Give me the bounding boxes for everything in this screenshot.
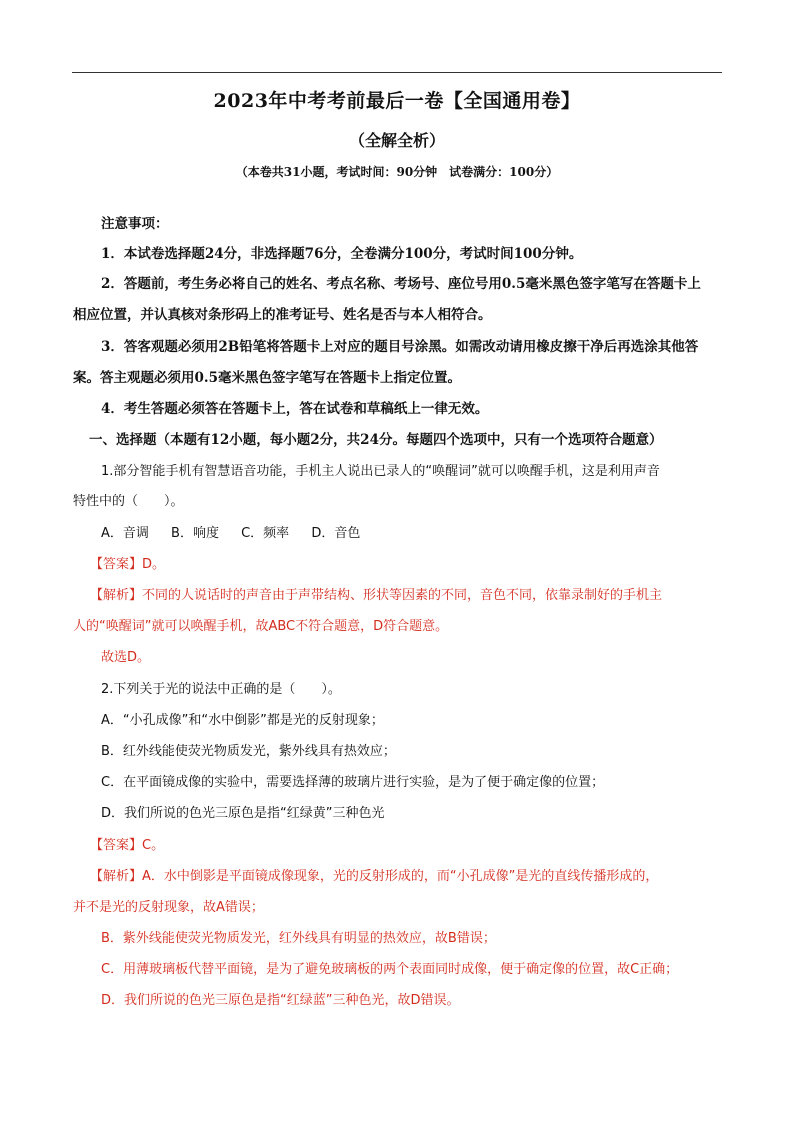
q2-stem: 2.下列关于光的说法中正确的是（ ）。 (101, 682, 341, 697)
q2-analysis-line-1: 【解析】A．水中倒影是平面镜成像现象，光的反射形成的，而“小孔成像”是光的直线传播形成的， (90, 869, 659, 884)
q2-analysis-line-3: B．紫外线能使荧光物质发光，红外线具有明显的热效应，故B错误； (101, 931, 496, 946)
page-title: 2023年中考考前最后一卷【全国通用卷】 (213, 90, 581, 112)
q2-analysis-line-4: C．用薄玻璃板代替平面镜，是为了避免玻璃板的两个表面同时成像，便于确定像的位置，故C正确； (101, 962, 679, 977)
page-subtitle: （全解全析） (348, 131, 445, 150)
section-heading: 一、选择题（本题有12小题，每小题2分，共24分。每题四个选项中，只有一个选项符合题意） (89, 432, 663, 448)
exam-meta: （本卷共31小题，考试时间：90分钟 试卷满分：100分） (235, 165, 559, 179)
q1-conclusion: 故选D。 (101, 650, 151, 665)
q2-answer: 【答案】C。 (90, 838, 165, 853)
q2-option-b: B．红外线能使荧光物质发光，紫外线具有热效应； (101, 744, 396, 759)
q2-option-a: A．“小孔成像”和“水中倒影”都是光的反射现象； (101, 713, 384, 728)
q2-analysis-line-2: 并不是光的反射现象，故A错误； (73, 900, 264, 915)
q1-answer: 【答案】D。 (90, 557, 166, 572)
q1-option-c: C．频率 (241, 526, 290, 541)
notice-item-2-line-1: 2．答题前，考生务必将自己的姓名、考点名称、考场号、座位号用0.5毫米黑色签字笔写在答题卡上 (101, 276, 701, 292)
q1-options (101, 524, 731, 544)
q1-stem-line-1: 1.部分智能手机有智慧语音功能，手机主人说出已录人的“唤醒词”就可以唤醒手机，这是利用声音 (101, 464, 660, 479)
notice-item-3-line-1: 3．答客观题必须用2B铅笔将答题卡上对应的题目号涂黑。如需改动请用橡皮擦干净后再选涂其他答 (101, 339, 699, 355)
notice-item-3-line-2: 案。答主观题必须用0.5毫米黑色签字笔写在答题卡上指定位置。 (73, 370, 461, 386)
q1-option-a: A．音调 (101, 526, 149, 541)
header-rule (72, 72, 722, 73)
q1-stem-line-2: 特性中的（ ）。 (73, 494, 184, 509)
q2-analysis-line-5: D．我们所说的色光三原色是指“红绿蓝”三种色光，故D错误。 (101, 993, 460, 1008)
q1-option-d: D．音色 (311, 526, 361, 541)
q1-analysis-line-1: 【解析】不同的人说话时的声音由于声带结构、形状等因素的不同，音色不同，依靠录制好的手机主 (90, 588, 663, 603)
notice-heading: 注意事项： (101, 216, 169, 232)
q1-option-b: B．响度 (171, 526, 219, 541)
notice-item-1: 1．本试卷选择题24分，非选择题76分，全卷满分100分，考试时间100分钟。 (101, 246, 583, 262)
q1-analysis-line-2: 人的“唤醒词”就可以唤醒手机，故ABC不符合题意，D符合题意。 (73, 619, 449, 634)
q2-option-c: C．在平面镜成像的实验中，需要选择薄的玻璃片进行实验，是为了便于确定像的位置； (101, 775, 605, 790)
q2-option-d: D．我们所说的色光三原色是指“红绿黄”三种色光 (101, 806, 385, 821)
notice-item-2-line-2: 相应位置，并认真核对条形码上的准考证号、姓名是否与本人相符合。 (73, 307, 492, 323)
notice-item-4: 4．考生答题必须答在答题卡上，答在试卷和草稿纸上一律无效。 (101, 401, 489, 417)
